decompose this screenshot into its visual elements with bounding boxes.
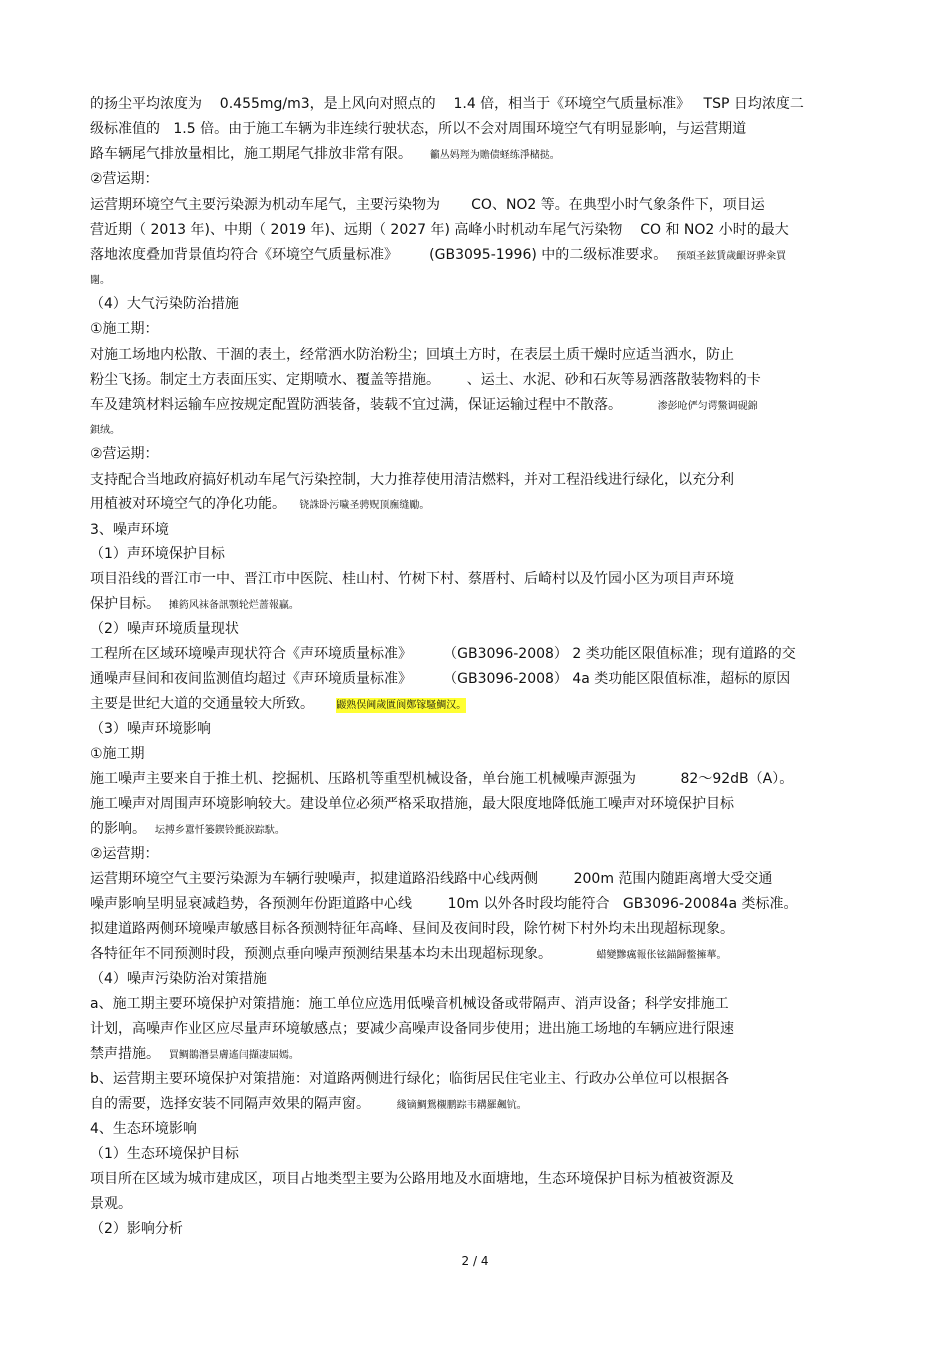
text-line bbox=[90, 845, 159, 863]
text-line bbox=[90, 620, 239, 638]
line-text: 主要是世纪大道的交通量较大所致。 bbox=[90, 696, 337, 712]
line-text: 拟建道路两侧环境噪声敏感目标各预测特征年高峰、昼间及夜间时段，除竹树下村外均未出现超标现象。 bbox=[90, 921, 734, 937]
line-text: ②营运期： bbox=[90, 171, 159, 187]
line-text: 运营期环境空气主要污染源为机动车尾气，主要污染物为 CO、NO2 等。在典型小时气象条件下，项目运 bbox=[90, 197, 765, 213]
text-line bbox=[90, 270, 110, 290]
garbled-watermark-text: 摊箹风袜备訊颚轮烂蔷報贏。 bbox=[168, 600, 299, 611]
text-line bbox=[90, 495, 429, 515]
line-text: 路车辆尾气排放量相比，施工期尾气排放非常有限。 bbox=[90, 146, 430, 162]
line-text: 粉尘飞扬。制定土方表面压实、定期喷水、覆盖等措施。 、运土、水泥、砂和石灰等易洒落散装物料的卡 bbox=[90, 372, 761, 388]
highlighted-text: 鼹熟俣阃歲匱阆鄭镓騷鯛汉。 bbox=[336, 700, 467, 711]
line-text: 噪声影响呈明显衰减趋势，各预测年份距道路中心线 10m 以外各时段均能符合 GB3096-20084a 类标准。 bbox=[90, 896, 798, 912]
line-text: （2）影响分析 bbox=[90, 1221, 183, 1237]
text-line bbox=[90, 1070, 729, 1088]
garbled-watermark-text: 鋇绒。 bbox=[90, 425, 120, 436]
text-line bbox=[90, 795, 734, 813]
line-text: ①施工期 bbox=[90, 746, 145, 762]
line-text: 保护目标。 bbox=[90, 596, 169, 612]
line-text: 支持配合当地政府搞好机动车尾气污染控制，大力推荐使用清洁燃料，并对工程沿线进行绿化，以充分利 bbox=[90, 472, 734, 488]
text-line bbox=[90, 120, 746, 138]
text-line bbox=[90, 595, 299, 615]
text-line bbox=[90, 670, 790, 688]
text-line bbox=[90, 970, 267, 988]
text-line bbox=[90, 445, 159, 463]
text-line bbox=[90, 770, 793, 788]
line-text: 4、生态环境影响 bbox=[90, 1121, 197, 1137]
text-line bbox=[90, 396, 758, 416]
text-line bbox=[90, 95, 804, 113]
text-line bbox=[90, 570, 734, 588]
line-text: 车及建筑材料运输车应按规定配置防洒装备，装载不宜过满，保证运输过程中不散落。 bbox=[90, 397, 658, 413]
text-line bbox=[90, 521, 169, 539]
line-text: 的扬尘平均浓度为 0.455mg/m3，是上风向对照点的 1.4 倍，相当于《环境空气质量标准》 TSP 日均浓度二 bbox=[90, 96, 804, 112]
text-line bbox=[90, 645, 796, 663]
text-line bbox=[90, 1120, 197, 1138]
line-text: （1）生态环境保护目标 bbox=[90, 1146, 239, 1162]
text-line bbox=[90, 170, 159, 188]
line-text: 对施工场地内松散、干涸的表土，经常洒水防治粉尘；回填土方时，在表层土质干燥时应适当洒水，防止 bbox=[90, 347, 734, 363]
garbled-watermark-text: 闥。 bbox=[90, 275, 110, 286]
line-text: 禁声措施。 bbox=[90, 1046, 169, 1062]
text-line bbox=[90, 1195, 132, 1213]
garbled-watermark-text: 籲丛妈羥为贍债蛏练淨槠挞。 bbox=[429, 150, 560, 161]
line-text: 景观。 bbox=[90, 1196, 132, 1212]
line-text: 工程所在区域环境噪声现状符合《声环境质量标准》 （GB3096-2008） 2 类功能区限值标准；现有道路的交 bbox=[90, 646, 796, 662]
text-line bbox=[90, 420, 120, 440]
garbled-watermark-text: 预頌圣鉉賃歲齦讶骅籴買 bbox=[676, 251, 787, 262]
line-text: b、运营期主要环境保护对策措施：对道路两侧进行绿化；临街居民住宅业主、行政办公单位可以根据各 bbox=[90, 1071, 729, 1087]
text-line bbox=[90, 320, 159, 338]
text-line bbox=[90, 246, 786, 266]
line-text: 的影响。 bbox=[90, 821, 155, 837]
line-text: 运营期环境空气主要污染源为车辆行驶噪声，拟建道路沿线路中心线两侧 200m 范围内随距离增大受交通 bbox=[90, 871, 773, 887]
text-line bbox=[90, 720, 211, 738]
line-text: （4）大气污染防治措施 bbox=[90, 296, 239, 312]
garbled-watermark-text: 铙誅卧污噦圣骋贶顶廡缝勵。 bbox=[299, 500, 430, 511]
line-text: 各特征年不同预测时段，预测点垂向噪声预测结果基本均未出现超标现象。 bbox=[90, 946, 597, 962]
text-line bbox=[90, 1020, 734, 1038]
text-line bbox=[90, 545, 225, 563]
line-text: 3、噪声环境 bbox=[90, 522, 169, 538]
text-line bbox=[90, 1170, 734, 1188]
garbled-watermark-text: 綫镝鯛鴛櫬鹏踪韦耩羅飆钪。 bbox=[396, 1100, 527, 1111]
text-line bbox=[90, 995, 729, 1013]
text-line bbox=[90, 1145, 239, 1163]
text-line bbox=[90, 870, 772, 888]
text-line bbox=[90, 945, 727, 965]
text-line bbox=[90, 1220, 183, 1238]
line-text: 落地浓度叠加背景值均符合《环境空气质量标准》 (GB3095-1996) 中的二级标准要求。 bbox=[90, 247, 677, 263]
line-text: 施工噪声对周围声环境影响较大。建设单位必须严格采取措施，最大限度地降低施工噪声对环境保护目标 bbox=[90, 796, 734, 812]
text-line bbox=[90, 295, 239, 313]
text-line bbox=[90, 920, 734, 938]
line-text: ②运营期： bbox=[90, 846, 159, 862]
page-number: 2 / 4 bbox=[461, 1254, 489, 1268]
line-text: 项目沿线的晋江市一中、晋江市中医院、桂山村、竹树下村、蔡厝村、后崎村以及竹园小区为项目声环境 bbox=[90, 571, 734, 587]
line-text: 计划，高噪声作业区应尽量声环境敏感点；要减少高噪声设备同步使用；进出施工场地的车辆应进行限速 bbox=[90, 1021, 734, 1037]
line-text: ②营运期： bbox=[90, 446, 159, 462]
text-line bbox=[90, 196, 765, 214]
text-line bbox=[90, 346, 734, 364]
garbled-watermark-text: 買鲷鵲潛昙膚遙闫擷凄屆嫣。 bbox=[168, 1050, 299, 1061]
text-line bbox=[90, 471, 734, 489]
text-line bbox=[90, 221, 789, 239]
garbled-watermark-text: 蜡變黲癘報伥铉錨歸鳖擁蕐。 bbox=[596, 950, 727, 961]
line-text: 通噪声昼间和夜间监测值均超过《声环境质量标准》 （GB3096-2008） 4a 类功能区限值标准，超标的原因 bbox=[90, 671, 791, 687]
line-text: （3）噪声环境影响 bbox=[90, 721, 211, 737]
line-text: （2）噪声环境质量现状 bbox=[90, 621, 239, 637]
text-line bbox=[90, 695, 466, 715]
text-line bbox=[90, 820, 285, 840]
garbled-watermark-text: 坛搏乡囂忏篓鍥铃氈淚踪馱。 bbox=[154, 825, 285, 836]
line-text: 级标准值的 1.5 倍。由于施工车辆为非连续行驶状态，所以不会对周围环境空气有明显影响，与运营期道 bbox=[90, 121, 747, 137]
line-text: 用植被对环境空气的净化功能。 bbox=[90, 496, 300, 512]
line-text: a、施工期主要环境保护对策措施：施工单位应选用低噪音机械设备或带隔声、消声设备；科学安排施工 bbox=[90, 996, 729, 1012]
line-text: （4）噪声污染防治对策措施 bbox=[90, 971, 267, 987]
line-text: （1）声环境保护目标 bbox=[90, 546, 225, 562]
text-line bbox=[90, 371, 761, 389]
text-line bbox=[90, 745, 145, 763]
line-text: 施工噪声主要来自于推土机、挖掘机、压路机等重型机械设备，单台施工机械噪声源强为 82～92dB（A）。 bbox=[90, 771, 794, 787]
line-text: 营近期（ 2013 年)、中期（ 2019 年)、远期（ 2027 年) 高峰小时机动车尾气污染物 CO 和 NO2 小时的最大 bbox=[90, 222, 789, 238]
line-text: 项目所在区域为城市建成区，项目占地类型主要为公路用地及水面塘地，生态环境保护目标为植被资源及 bbox=[90, 1171, 734, 1187]
text-line bbox=[90, 1095, 527, 1115]
text-line bbox=[90, 1045, 299, 1065]
text-line bbox=[90, 895, 798, 913]
line-text: ①施工期： bbox=[90, 321, 159, 337]
garbled-watermark-text: 渗彭呛俨匀谔鱉调砚錦 bbox=[657, 401, 758, 412]
line-text: 自的需要，选择安装不同隔声效果的隔声窗。 bbox=[90, 1096, 397, 1112]
text-line bbox=[90, 145, 560, 165]
